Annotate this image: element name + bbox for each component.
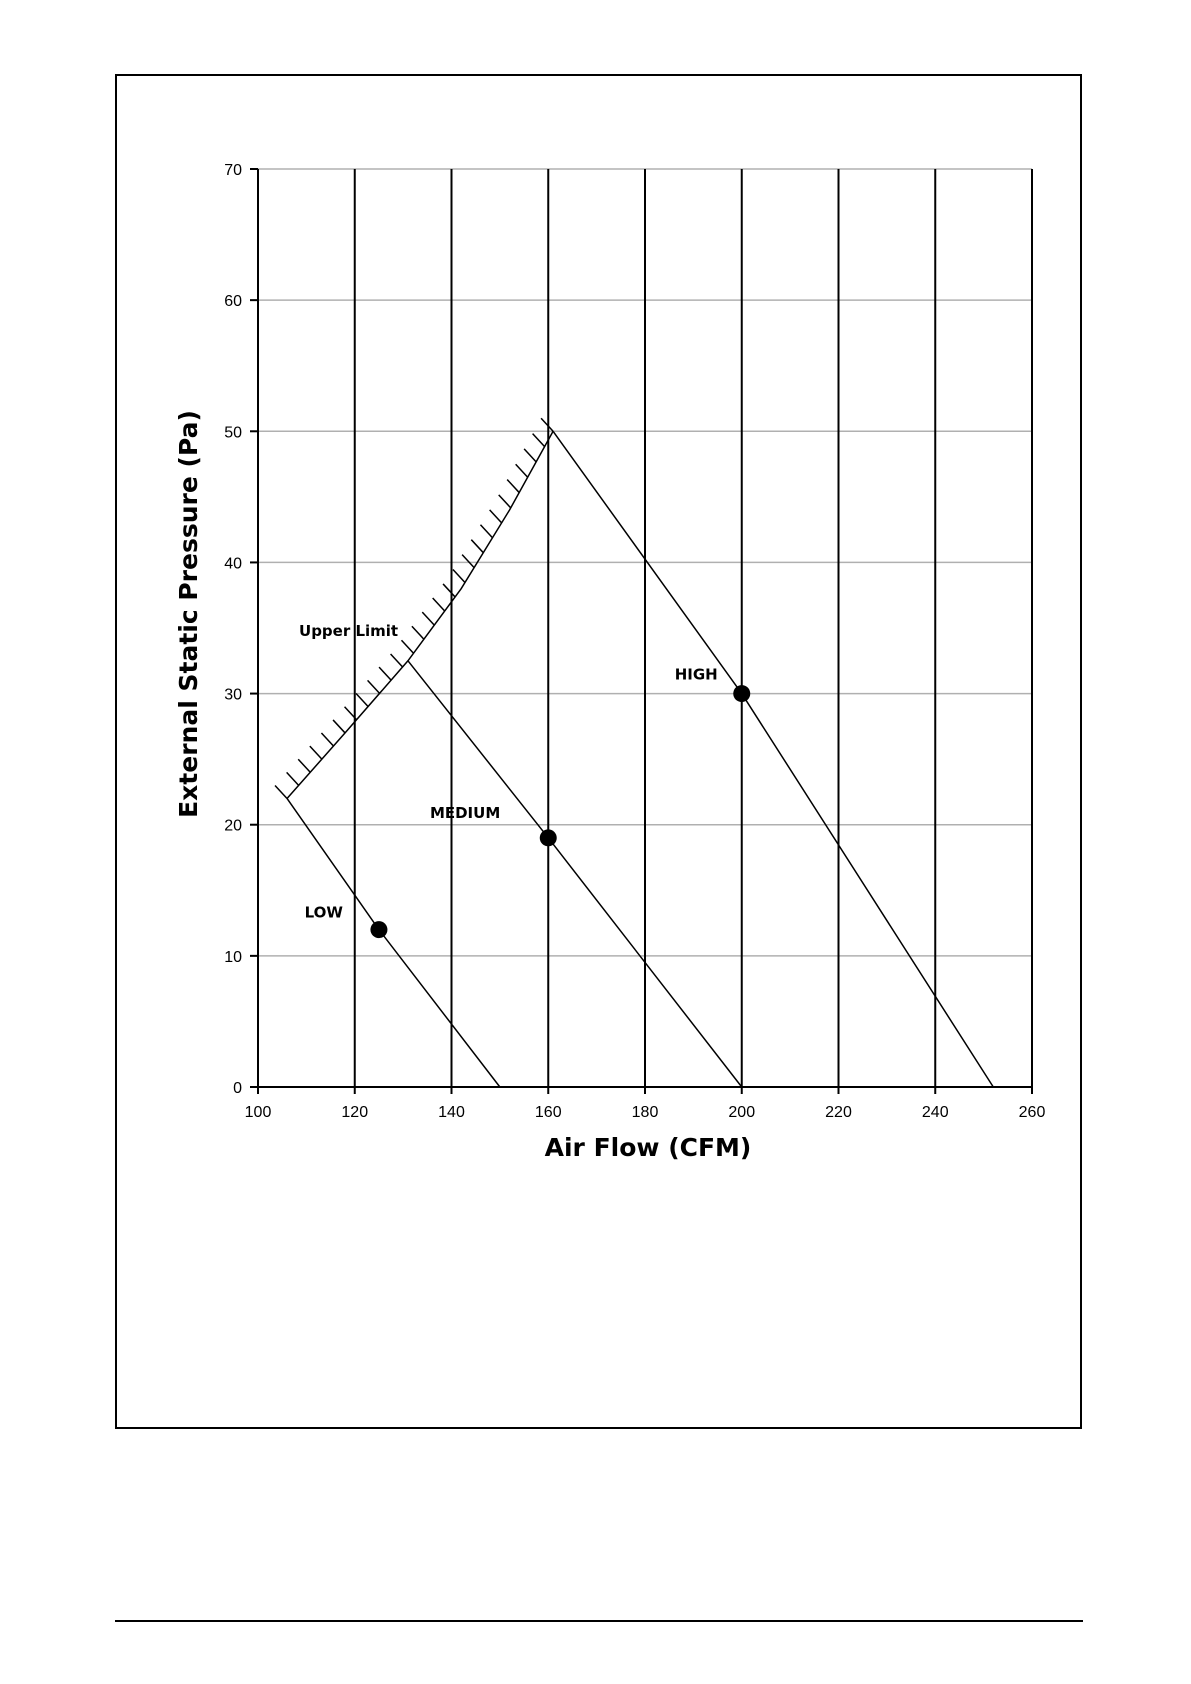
upper-limit-hatch	[533, 434, 545, 447]
y-tick-label: 10	[224, 948, 242, 966]
y-tick-label: 20	[224, 817, 242, 835]
upper-limit-hatch	[298, 759, 310, 772]
x-tick-label: 200	[728, 1104, 756, 1121]
series-line-medium	[408, 661, 742, 1087]
y-axis-title: External Static Pressure (Pa)	[174, 410, 203, 818]
operating-point-medium	[540, 829, 557, 846]
upper-limit-hatch	[333, 720, 345, 733]
x-tick-label: 240	[921, 1104, 949, 1121]
series-label-high: HIGH	[674, 665, 718, 684]
series-line-low	[287, 798, 500, 1087]
upper-limit-hatch	[422, 612, 434, 625]
upper-limit-hatch	[391, 654, 403, 667]
upper-limit-hatch	[310, 746, 322, 759]
upper-limit-hatch	[499, 495, 511, 508]
y-tick-label: 0	[233, 1080, 242, 1097]
x-tick-label: 120	[341, 1104, 369, 1121]
upper-limit-hatch	[379, 667, 391, 680]
upper-limit-hatch	[321, 733, 333, 746]
upper-limit-hatch	[541, 418, 553, 431]
x-tick-label: 260	[1018, 1104, 1046, 1121]
x-tick-label: 140	[438, 1104, 465, 1121]
x-tick-label: 180	[631, 1104, 659, 1121]
upper-limit-hatch	[490, 510, 502, 523]
y-tick-label: 50	[224, 424, 242, 442]
upper-limit-hatch	[507, 480, 519, 493]
upper-limit-hatch	[471, 540, 483, 553]
y-tick-label: 40	[224, 555, 242, 573]
upper-limit-hatch	[368, 680, 380, 693]
upper-limit-hatch	[443, 584, 455, 597]
series-layer	[275, 418, 993, 1087]
upper-limit-hatch	[412, 626, 424, 639]
upper-limit-hatch	[462, 555, 474, 568]
upper-limit-hatch	[401, 640, 413, 653]
y-tick-label: 70	[224, 162, 242, 179]
footer-rule	[115, 1620, 1083, 1622]
operating-point-high	[733, 685, 750, 702]
upper-limit-hatch	[356, 694, 368, 707]
x-tick-label: 100	[244, 1104, 272, 1121]
x-axis-title: Air Flow (CFM)	[544, 1133, 752, 1162]
x-tick-label: 160	[534, 1104, 562, 1121]
upper-limit-hatch	[287, 772, 299, 785]
upper-limit-hatch	[516, 464, 528, 477]
upper-limit-label: Upper Limit	[299, 622, 399, 640]
upper-limit-hatch	[524, 449, 536, 462]
upper-limit-hatch	[433, 598, 445, 611]
y-tick-label: 60	[224, 293, 242, 311]
y-tick-label: 30	[224, 686, 242, 704]
series-line-high	[553, 431, 993, 1087]
upper-limit-hatch	[275, 785, 287, 798]
series-label-low: LOW	[304, 903, 343, 922]
x-tick-label: 220	[825, 1104, 852, 1121]
upper-limit-hatch	[453, 570, 465, 583]
series-label-medium: MEDIUM	[429, 803, 501, 822]
operating-point-low	[370, 921, 387, 938]
upper-limit-hatch	[480, 525, 492, 538]
